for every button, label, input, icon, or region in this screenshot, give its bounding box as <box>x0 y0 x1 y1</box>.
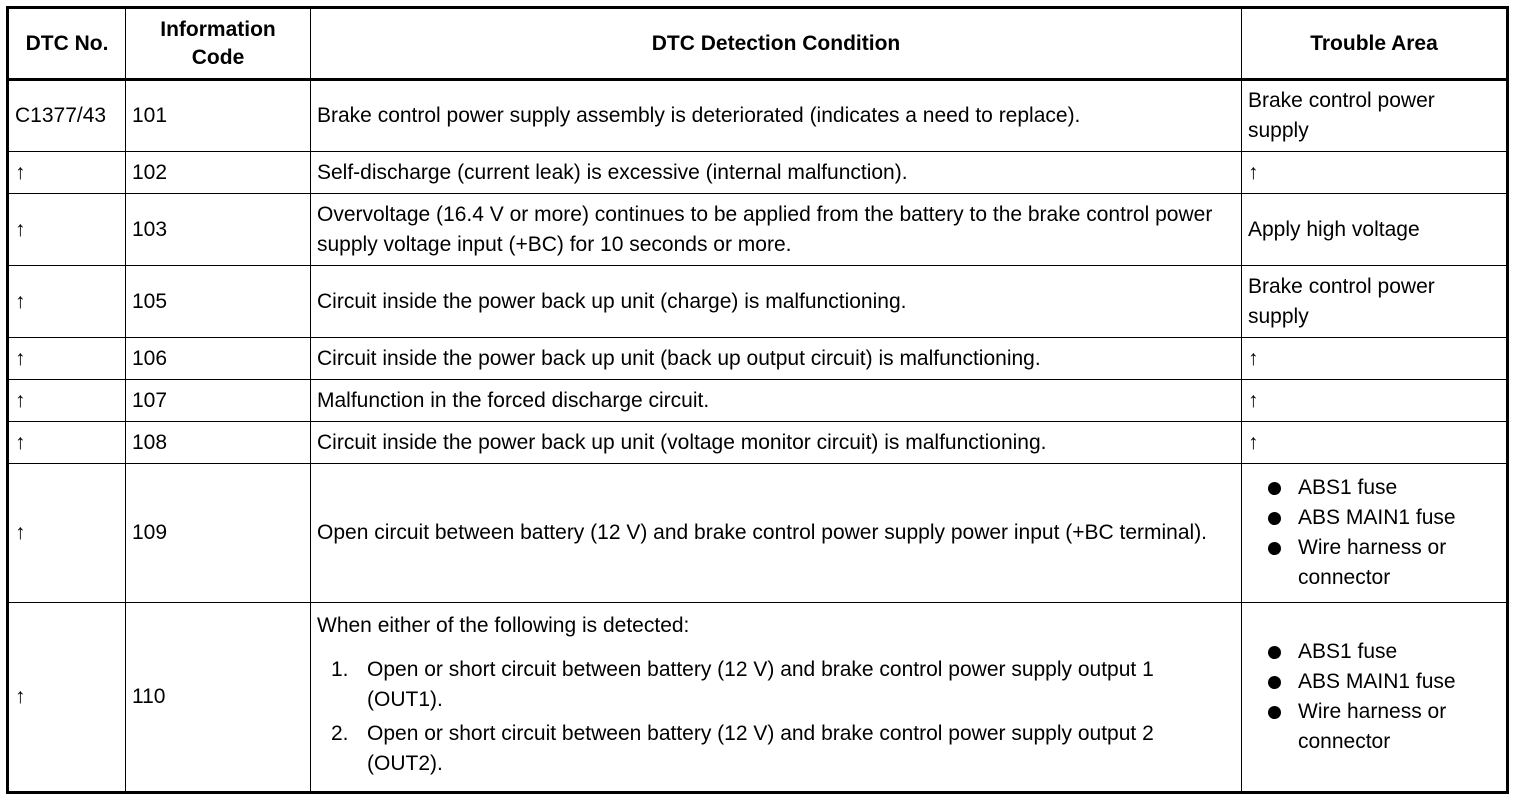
information-code-cell: 103 <box>126 194 311 266</box>
header-trouble-area: Trouble Area <box>1242 8 1508 80</box>
bullet-icon <box>1268 646 1281 659</box>
trouble-area-item: ABS1 fuse <box>1298 476 1398 500</box>
trouble-area-cell <box>1242 464 1508 602</box>
list-item <box>331 655 1235 715</box>
list-item <box>1266 473 1500 503</box>
dtc-number-cell: ↑ <box>8 380 126 422</box>
step-number: 1. <box>331 657 349 681</box>
dtc-number-cell: ↑ <box>8 338 126 380</box>
step-text: Open or short circuit between battery (12 V) and brake control power supply output 1 (OUT1). <box>367 657 1154 711</box>
list-item <box>1266 667 1500 697</box>
list-item <box>1266 503 1500 533</box>
list-item <box>1266 533 1500 593</box>
bullet-icon <box>1268 542 1281 555</box>
bullet-icon <box>1268 482 1281 495</box>
bullet-icon <box>1268 676 1281 689</box>
information-code-cell: 110 <box>126 602 311 792</box>
detection-condition-cell: Circuit inside the power back up unit (back up output circuit) is malfunctioning. <box>311 338 1242 380</box>
trouble-area-list <box>1248 637 1500 757</box>
detection-condition-cell: Brake control power supply assembly is deteriorated (indicates a need to replace). <box>311 80 1242 152</box>
table-row <box>8 464 1508 602</box>
step-text: Open or short circuit between battery (12 V) and brake control power supply output 2 (OUT2). <box>367 721 1154 775</box>
header-detection-condition: DTC Detection Condition <box>311 8 1242 80</box>
detection-condition-cell <box>311 602 1242 792</box>
dtc-number-cell: ↑ <box>8 266 126 338</box>
step-number: 2. <box>331 721 349 745</box>
information-code-cell: 102 <box>126 152 311 194</box>
table-row <box>8 80 1508 152</box>
trouble-area-item: ABS MAIN1 fuse <box>1298 669 1456 693</box>
dtc-number-cell: ↑ <box>8 152 126 194</box>
dtc-table <box>6 6 1509 794</box>
information-code-cell: 108 <box>126 422 311 464</box>
detection-condition-cell: Self-discharge (current leak) is excessive (internal malfunction). <box>311 152 1242 194</box>
header-row <box>8 8 1508 80</box>
information-code-cell: 107 <box>126 380 311 422</box>
trouble-area-cell: Brake control power supply <box>1242 80 1508 152</box>
trouble-area-item: ABS1 fuse <box>1298 639 1398 663</box>
trouble-area-item: Wire harness or connector <box>1298 536 1447 590</box>
trouble-area-cell: ↑ <box>1242 152 1508 194</box>
dtc-number-cell: ↑ <box>8 602 126 792</box>
condition-steps <box>317 655 1235 779</box>
trouble-area-cell <box>1242 602 1508 792</box>
detection-condition-cell: Circuit inside the power back up unit (voltage monitor circuit) is malfunctioning. <box>311 422 1242 464</box>
trouble-area-cell: ↑ <box>1242 380 1508 422</box>
list-item <box>1266 637 1500 667</box>
table-row <box>8 266 1508 338</box>
bullet-icon <box>1268 706 1281 719</box>
header-information-code-line1: Information <box>160 17 276 41</box>
table-row <box>8 380 1508 422</box>
trouble-area-item: Wire harness or connector <box>1298 699 1447 753</box>
detection-condition-cell: Circuit inside the power back up unit (charge) is malfunctioning. <box>311 266 1242 338</box>
information-code-cell: 105 <box>126 266 311 338</box>
detection-condition-cell: Malfunction in the forced discharge circuit. <box>311 380 1242 422</box>
table-row <box>8 338 1508 380</box>
trouble-area-cell: Apply high voltage <box>1242 194 1508 266</box>
dtc-number-cell: ↑ <box>8 194 126 266</box>
list-item <box>331 719 1235 779</box>
information-code-cell: 109 <box>126 464 311 602</box>
information-code-cell: 106 <box>126 338 311 380</box>
condition-intro: When either of the following is detected: <box>317 613 690 637</box>
trouble-area-list <box>1248 473 1500 593</box>
header-information-code <box>126 8 311 80</box>
detection-condition-cell: Open circuit between battery (12 V) and brake control power supply power input (+BC terminal). <box>311 464 1242 602</box>
trouble-area-cell: ↑ <box>1242 338 1508 380</box>
trouble-area-cell: ↑ <box>1242 422 1508 464</box>
list-item <box>1266 697 1500 757</box>
dtc-number-cell: ↑ <box>8 422 126 464</box>
header-information-code-line2: Code <box>191 45 245 69</box>
detection-condition-cell: Overvoltage (16.4 V or more) continues to be applied from the battery to the brake control power supply voltage input (+BC) for 10 seconds or more. <box>311 194 1242 266</box>
table-row <box>8 422 1508 464</box>
bullet-icon <box>1268 512 1281 525</box>
header-dtc-no: DTC No. <box>8 8 126 80</box>
table-row <box>8 602 1508 792</box>
table-row <box>8 152 1508 194</box>
information-code-cell: 101 <box>126 80 311 152</box>
trouble-area-item: ABS MAIN1 fuse <box>1298 506 1456 530</box>
dtc-number-cell: C1377/43 <box>8 80 126 152</box>
dtc-number-cell: ↑ <box>8 464 126 602</box>
table-row <box>8 194 1508 266</box>
trouble-area-cell: Brake control power supply <box>1242 266 1508 338</box>
